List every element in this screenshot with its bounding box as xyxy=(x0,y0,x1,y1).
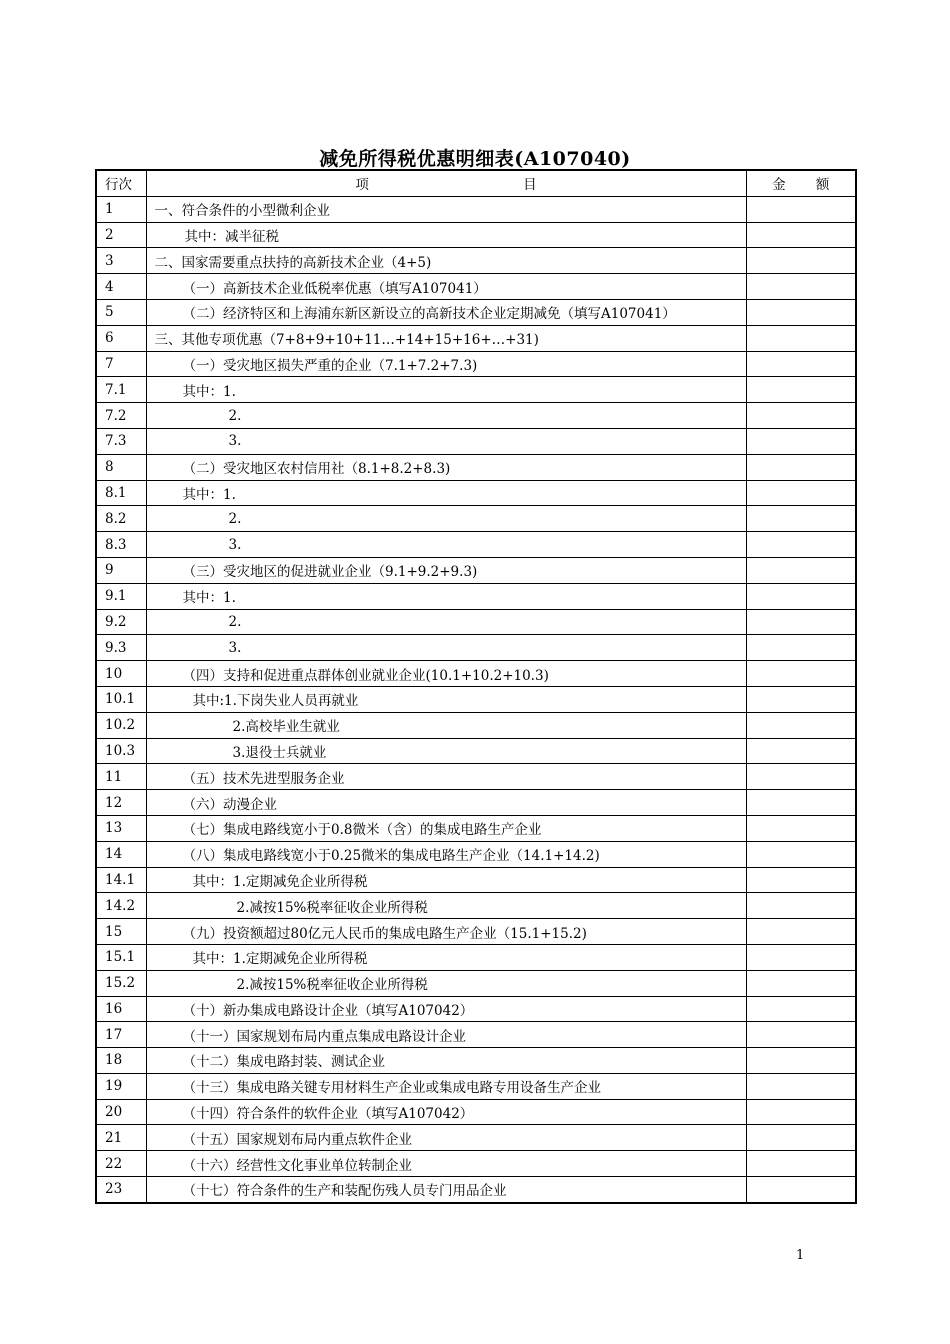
row-amount-cell[interactable] xyxy=(746,403,856,429)
row-number: 14.1 xyxy=(96,867,146,893)
row-item: 其中：1. xyxy=(146,377,746,403)
row-item: （九）投资额超过80亿元人民币的集成电路生产企业（15.1+15.2) xyxy=(146,919,746,945)
row-number: 8.3 xyxy=(96,532,146,558)
row-amount-cell[interactable] xyxy=(746,970,856,996)
table-row xyxy=(96,1177,856,1203)
table-row xyxy=(96,222,856,248)
row-number: 20 xyxy=(96,1099,146,1125)
table-row xyxy=(96,1099,856,1125)
row-amount-cell[interactable] xyxy=(746,609,856,635)
row-number: 4 xyxy=(96,274,146,300)
row-number: 5 xyxy=(96,299,146,325)
table-row xyxy=(96,1125,856,1151)
row-amount-cell[interactable] xyxy=(746,1022,856,1048)
table-row xyxy=(96,841,856,867)
row-amount-cell[interactable] xyxy=(746,454,856,480)
table-row xyxy=(96,274,856,300)
row-item: （二）经济特区和上海浦东新区新设立的高新技术企业定期减免（填写A107041） xyxy=(146,299,746,325)
table-row xyxy=(96,815,856,841)
table-row xyxy=(96,1022,856,1048)
row-item: 三、其他专项优惠（7+8+9+10+11…+14+15+16+…+31) xyxy=(146,325,746,351)
row-amount-cell[interactable] xyxy=(746,506,856,532)
table-row xyxy=(96,893,856,919)
row-amount-cell[interactable] xyxy=(746,480,856,506)
column-header-amount: 金 额 xyxy=(746,170,856,196)
row-number: 9 xyxy=(96,557,146,583)
row-number: 6 xyxy=(96,325,146,351)
row-amount-cell[interactable] xyxy=(746,1099,856,1125)
row-amount-cell[interactable] xyxy=(746,661,856,687)
row-item: （一）高新技术企业低税率优惠（填写A107041） xyxy=(146,274,746,300)
row-amount-cell[interactable] xyxy=(746,841,856,867)
row-item: 其中：1. xyxy=(146,583,746,609)
row-number: 16 xyxy=(96,996,146,1022)
row-amount-cell[interactable] xyxy=(746,1125,856,1151)
row-item: 2. xyxy=(146,609,746,635)
column-header-item: 项 目 xyxy=(146,170,746,196)
row-item: 其中：1. xyxy=(146,480,746,506)
table-row xyxy=(96,583,856,609)
row-number: 8.1 xyxy=(96,480,146,506)
row-amount-cell[interactable] xyxy=(746,1151,856,1177)
row-number: 7.3 xyxy=(96,428,146,454)
table-row xyxy=(96,1073,856,1099)
row-item: 一、符合条件的小型微利企业 xyxy=(146,196,746,222)
row-amount-cell[interactable] xyxy=(746,428,856,454)
row-amount-cell[interactable] xyxy=(746,919,856,945)
table-row xyxy=(96,738,856,764)
row-item: 2. xyxy=(146,403,746,429)
row-number: 9.2 xyxy=(96,609,146,635)
row-item: （八）集成电路线宽小于0.25微米的集成电路生产企业（14.1+14.2) xyxy=(146,841,746,867)
row-number: 15.1 xyxy=(96,944,146,970)
row-number: 1 xyxy=(96,196,146,222)
table-row xyxy=(96,480,856,506)
row-amount-cell[interactable] xyxy=(746,377,856,403)
table-row xyxy=(96,764,856,790)
row-amount-cell[interactable] xyxy=(746,274,856,300)
table-row xyxy=(96,970,856,996)
row-item: （五）技术先进型服务企业 xyxy=(146,764,746,790)
row-number: 11 xyxy=(96,764,146,790)
row-item: （七）集成电路线宽小于0.8微米（含）的集成电路生产企业 xyxy=(146,815,746,841)
row-number: 15 xyxy=(96,919,146,945)
row-number: 8.2 xyxy=(96,506,146,532)
table-row xyxy=(96,351,856,377)
row-amount-cell[interactable] xyxy=(746,944,856,970)
row-number: 10 xyxy=(96,661,146,687)
row-amount-cell[interactable] xyxy=(746,712,856,738)
row-amount-cell[interactable] xyxy=(746,790,856,816)
row-number: 8 xyxy=(96,454,146,480)
row-item: （十三）集成电路关键专用材料生产企业或集成电路专用设备生产企业 xyxy=(146,1073,746,1099)
row-number: 18 xyxy=(96,1048,146,1074)
row-item: 2.减按15%税率征收企业所得税 xyxy=(146,970,746,996)
row-item: 2. xyxy=(146,506,746,532)
page-title: 减免所得税优惠明细表(A107040) xyxy=(319,148,631,170)
row-item: （三）受灾地区的促进就业企业（9.1+9.2+9.3) xyxy=(146,557,746,583)
row-item: （六）动漫企业 xyxy=(146,790,746,816)
row-amount-cell[interactable] xyxy=(746,299,856,325)
row-amount-cell[interactable] xyxy=(746,738,856,764)
row-item: 3. xyxy=(146,428,746,454)
row-amount-cell[interactable] xyxy=(746,686,856,712)
page-number: 1 xyxy=(796,1248,805,1263)
row-item: （十五）国家规划布局内重点软件企业 xyxy=(146,1125,746,1151)
table-row xyxy=(96,248,856,274)
row-item: 3.退役士兵就业 xyxy=(146,738,746,764)
table-row xyxy=(96,686,856,712)
table-row xyxy=(96,919,856,945)
row-number: 17 xyxy=(96,1022,146,1048)
table-row xyxy=(96,377,856,403)
row-number: 14.2 xyxy=(96,893,146,919)
row-amount-cell[interactable] xyxy=(746,764,856,790)
row-item: 其中：1.定期减免企业所得税 xyxy=(146,944,746,970)
row-item: 其中：1.定期减免企业所得税 xyxy=(146,867,746,893)
row-item: （四）支持和促进重点群体创业就业企业(10.1+10.2+10.3) xyxy=(146,661,746,687)
table-row xyxy=(96,790,856,816)
row-amount-cell[interactable] xyxy=(746,867,856,893)
table-row xyxy=(96,299,856,325)
row-number: 13 xyxy=(96,815,146,841)
row-number: 9.3 xyxy=(96,635,146,661)
table-row xyxy=(96,609,856,635)
table-row xyxy=(96,1151,856,1177)
row-amount-cell[interactable] xyxy=(746,1177,856,1203)
row-item: 2.高校毕业生就业 xyxy=(146,712,746,738)
table-row xyxy=(96,712,856,738)
row-item: （十）新办集成电路设计企业（填写A107042） xyxy=(146,996,746,1022)
row-number: 12 xyxy=(96,790,146,816)
table-row xyxy=(96,661,856,687)
row-number: 23 xyxy=(96,1177,146,1203)
row-number: 3 xyxy=(96,248,146,274)
column-header-row-number: 行次 xyxy=(96,170,146,196)
row-amount-cell[interactable] xyxy=(746,1048,856,1074)
table-row xyxy=(96,532,856,558)
row-item: （十一）国家规划布局内重点集成电路设计企业 xyxy=(146,1022,746,1048)
row-number: 2 xyxy=(96,222,146,248)
row-item: 其中：减半征税 xyxy=(146,222,746,248)
row-number: 14 xyxy=(96,841,146,867)
row-item: 其中:1.下岗失业人员再就业 xyxy=(146,686,746,712)
table-row xyxy=(96,325,856,351)
row-amount-cell[interactable] xyxy=(746,583,856,609)
row-amount-cell[interactable] xyxy=(746,815,856,841)
row-number: 15.2 xyxy=(96,970,146,996)
row-item: （十七）符合条件的生产和装配伤残人员专门用品企业 xyxy=(146,1177,746,1203)
row-amount-cell[interactable] xyxy=(746,222,856,248)
table-row xyxy=(96,557,856,583)
table-row xyxy=(96,635,856,661)
row-amount-cell[interactable] xyxy=(746,532,856,558)
row-item: 二、国家需要重点扶持的高新技术企业（4+5) xyxy=(146,248,746,274)
table-row xyxy=(96,944,856,970)
row-item: （十二）集成电路封装、测试企业 xyxy=(146,1048,746,1074)
row-number: 7.1 xyxy=(96,377,146,403)
row-amount-cell[interactable] xyxy=(746,325,856,351)
row-number: 21 xyxy=(96,1125,146,1151)
row-amount-cell[interactable] xyxy=(746,351,856,377)
row-number: 9.1 xyxy=(96,583,146,609)
row-item: （一）受灾地区损失严重的企业（7.1+7.2+7.3) xyxy=(146,351,746,377)
row-amount-cell[interactable] xyxy=(746,996,856,1022)
table-row xyxy=(96,428,856,454)
tax-reduction-detail-table xyxy=(95,169,857,1204)
row-amount-cell[interactable] xyxy=(746,635,856,661)
table-row xyxy=(96,996,856,1022)
row-number: 10.2 xyxy=(96,712,146,738)
table-row xyxy=(96,454,856,480)
table-row xyxy=(96,196,856,222)
row-number: 10.3 xyxy=(96,738,146,764)
row-item: （十六）经营性文化事业单位转制企业 xyxy=(146,1151,746,1177)
table-row xyxy=(96,867,856,893)
row-amount-cell[interactable] xyxy=(746,1073,856,1099)
row-item: 3. xyxy=(146,532,746,558)
row-number: 22 xyxy=(96,1151,146,1177)
row-number: 7.2 xyxy=(96,403,146,429)
table-header-row xyxy=(96,170,856,196)
row-number: 10.1 xyxy=(96,686,146,712)
table-row xyxy=(96,1048,856,1074)
table-row xyxy=(96,403,856,429)
row-item: （二）受灾地区农村信用社（8.1+8.2+8.3) xyxy=(146,454,746,480)
row-number: 7 xyxy=(96,351,146,377)
row-item: 3. xyxy=(146,635,746,661)
row-number: 19 xyxy=(96,1073,146,1099)
row-item: 2.减按15%税率征收企业所得税 xyxy=(146,893,746,919)
row-amount-cell[interactable] xyxy=(746,196,856,222)
row-amount-cell[interactable] xyxy=(746,893,856,919)
table-row xyxy=(96,506,856,532)
row-amount-cell[interactable] xyxy=(746,248,856,274)
row-item: （十四）符合条件的软件企业（填写A107042） xyxy=(146,1099,746,1125)
row-amount-cell[interactable] xyxy=(746,557,856,583)
